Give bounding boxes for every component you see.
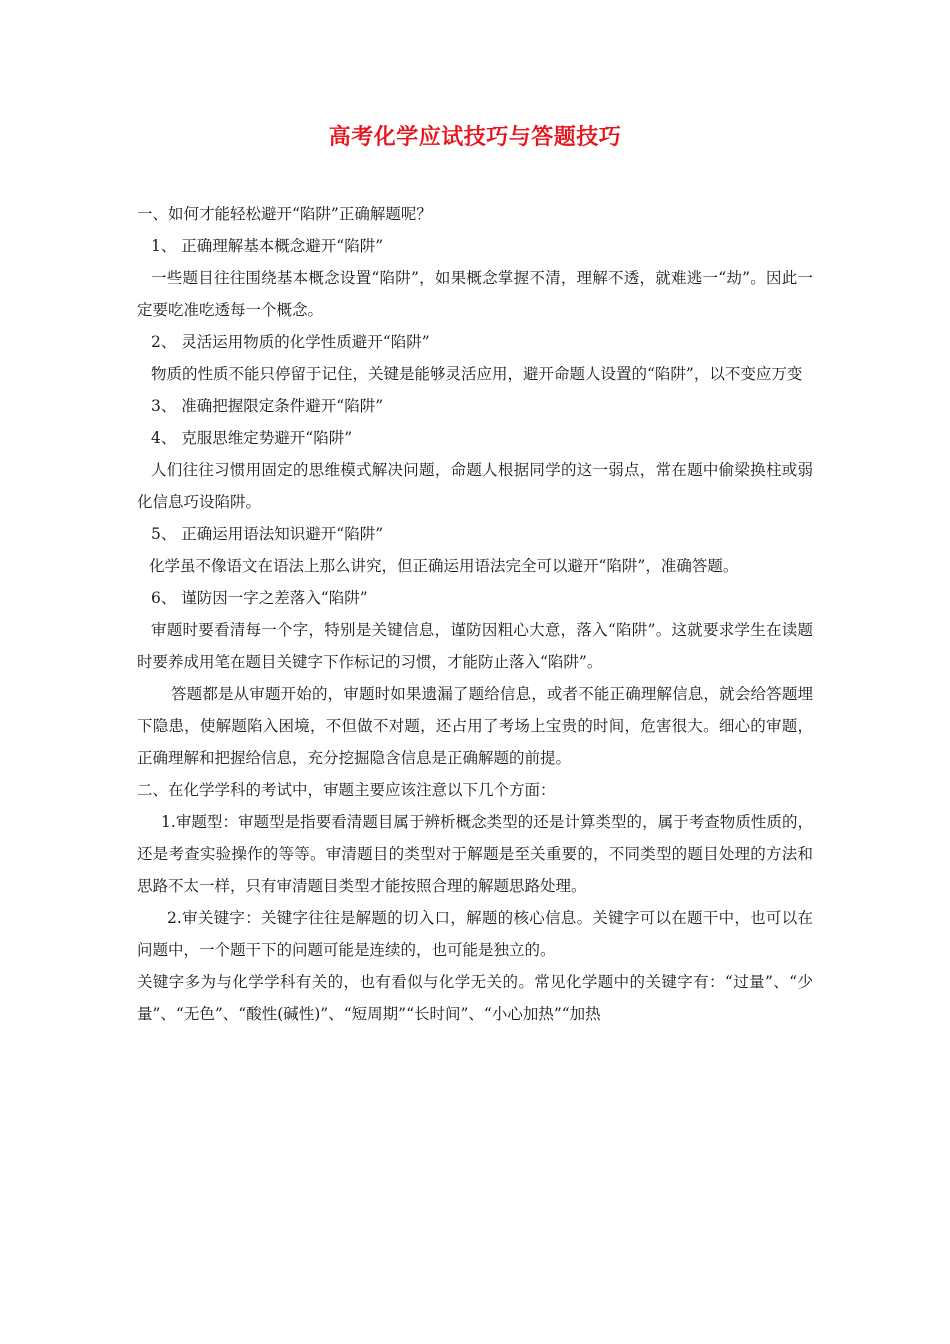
paragraph: 2.审关键字：关键字往往是解题的切入口，解题的核心信息。关键字可以在题干中，也可以在问题中，一个题干下的问题可能是连续的，也可能是独立的。 (137, 909, 813, 959)
paragraph: 化学虽不像语文在语法上那么讲究，但正确运用语法完全可以避开“陷阱”，准确答题。 (149, 557, 739, 575)
document-body (137, 196, 813, 1030)
paragraph: 人们往往习惯用固定的思维模式解决问题，命题人根据同学的这一弱点，常在题中偷梁换柱或弱化信息巧设陷阱。 (137, 461, 813, 511)
paragraph: 关键字多为与化学学科有关的，也有看似与化学无关的。常见化学题中的关键字有：“过量”、“少量”、“无色”、“酸性(碱性)”、“短周期”“长时间”、“小心加热”“加热 (137, 973, 813, 1023)
list-item-5: 5、 正确运用语法知识避开“陷阱” (151, 525, 384, 543)
paragraph: 答题都是从审题开始的，审题时如果遗漏了题给信息，或者不能正确理解信息，就会给答题埋下隐患，使解题陷入困境，不但做不对题，还占用了考场上宝贵的时间，危害很大。细心的审题，正确理解和把握给信息，充分挖掘隐含信息是正确解题的前提。 (137, 685, 813, 767)
list-item-2: 2、 灵活运用物质的化学性质避开“陷阱” (151, 333, 430, 351)
list-item-6: 6、 谨防因一字之差落入“陷阱” (151, 589, 368, 607)
list-item-4: 4、 克服思维定势避开“陷阱” (151, 429, 353, 447)
list-item-3: 3、 准确把握限定条件避开“陷阱” (151, 397, 384, 415)
paragraph: 1.审题型：审题型是指要看清题目属于辨析概念类型的还是计算类型的，属于考查物质性质的，还是考查实验操作的等等。审清题目的类型对于解题是至关重要的，不同类型的题目处理的方法和思路不太一样，只有审清题目类型才能按照合理的解题思路处理。 (137, 813, 813, 895)
list-item-1: 1、 正确理解基本概念避开“陷阱” (151, 237, 384, 255)
paragraph: 物质的性质不能只停留于记住，关键是能够灵活应用，避开命题人设置的“陷阱”，以不变应万变 (151, 365, 803, 383)
section-heading-1: 一、如何才能轻松避开“陷阱”正确解题呢？ (137, 205, 432, 223)
paragraph: 一些题目往往围绕基本概念设置“陷阱”，如果概念掌握不清，理解不透，就难逃一“劫”。因此一定要吃准吃透每一个概念。 (137, 269, 813, 319)
document-title: 高考化学应试技巧与答题技巧 (328, 125, 622, 150)
section-heading-2: 二、在化学学科的考试中，审题主要应该注意以下几个方面： (137, 781, 556, 799)
paragraph: 审题时要看清每一个字，特别是关键信息，谨防因粗心大意，落入“陷阱”。这就要求学生在读题时要养成用笔在题目关键字下作标记的习惯，才能防止落入“陷阱”。 (137, 621, 813, 671)
